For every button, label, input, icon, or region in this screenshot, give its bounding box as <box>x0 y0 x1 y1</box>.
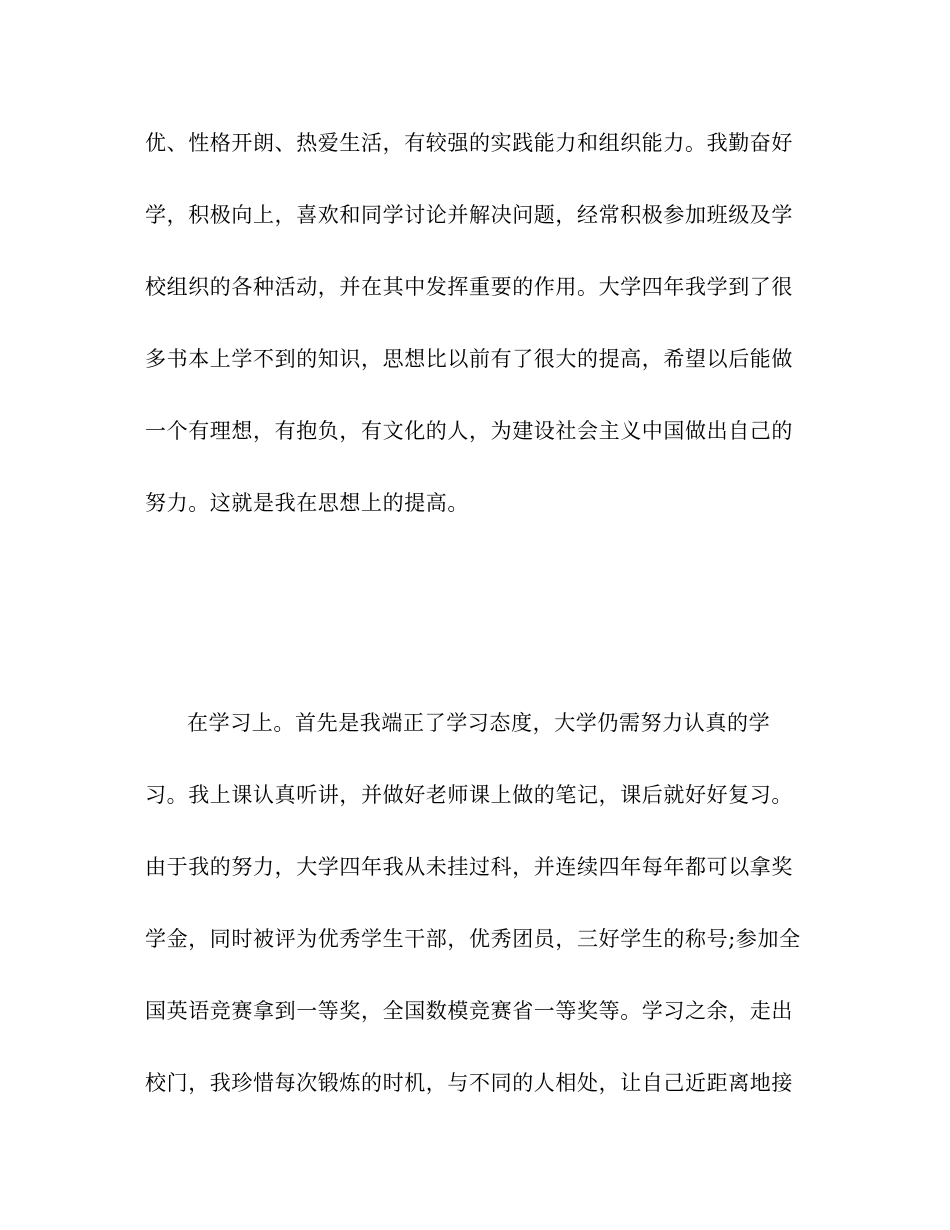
paragraph-2-line-4: 学金，同时被评为优秀学生干部，优秀团员，三好学生的称号;参加全 <box>145 927 801 951</box>
paragraph-1-line-6: 努力。这就是我在思想上的提高。 <box>145 491 469 515</box>
paragraph-2-line-2: 习。我上课认真听讲，并做好老师课上做的笔记，课后就好好复习。 <box>145 783 793 807</box>
paragraph-2-line-5: 国英语竞赛拿到一等奖，全国数模竞赛省一等奖等。学习之余，走出 <box>145 999 793 1023</box>
paragraph-2-line-6: 校门，我珍惜每次锻炼的时机，与不同的人相处，让自己近距离地接 <box>145 1071 793 1095</box>
paragraph-1-line-3: 校组织的各种活动，并在其中发挥重要的作用。大学四年我学到了很 <box>145 275 793 299</box>
paragraph-1-line-2: 学，积极向上，喜欢和同学讨论并解决问题，经常积极参加班级及学 <box>145 203 793 227</box>
paragraph-2-line-3: 由于我的努力，大学四年我从未挂过科，并连续四年每年都可以拿奖 <box>145 855 793 879</box>
paragraph-2-line-1: 在学习上。首先是我端正了学习态度，大学仍需努力认真的学 <box>187 711 771 735</box>
paragraph-1-line-1: 优、性格开朗、热爱生活，有较强的实践能力和组织能力。我勤奋好 <box>145 131 793 155</box>
paragraph-1-line-4: 多书本上学不到的知识，思想比以前有了很大的提高，希望以后能做 <box>145 347 793 371</box>
paragraph-1-line-5: 一个有理想，有抱负，有文化的人，为建设社会主义中国做出自己的 <box>145 419 793 443</box>
